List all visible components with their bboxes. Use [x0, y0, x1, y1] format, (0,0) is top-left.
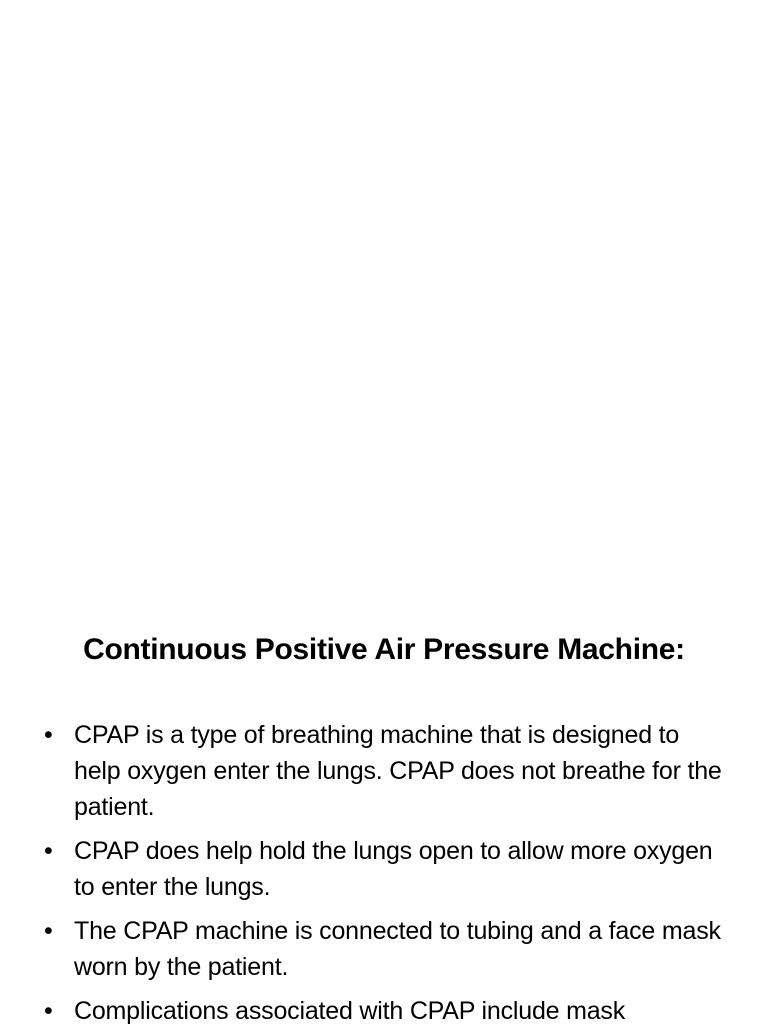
bullet-dot-icon: • — [44, 721, 53, 749]
bullet-text: CPAP is a type of breathing machine that is designed to help oxygen enter the lungs. CPAP does not breathe for the patient. — [74, 721, 722, 821]
list-item — [44, 833, 724, 905]
list-item — [44, 993, 724, 1024]
list-item — [44, 717, 724, 825]
bullet-list — [44, 717, 724, 1024]
bullet-text: CPAP does help hold the lungs open to allow more oxygen to enter the lungs. — [74, 837, 713, 901]
slide-title: Continuous Positive Air Pressure Machine: — [83, 633, 685, 666]
bullet-text: Complications associated with CPAP include mask — [74, 997, 626, 1024]
bullet-text: The CPAP machine is connected to tubing and a face mask worn by the patient. — [74, 917, 721, 981]
bullet-dot-icon: • — [44, 837, 53, 865]
bullet-dot-icon: • — [44, 997, 53, 1024]
bullet-dot-icon: • — [44, 917, 53, 945]
list-item — [44, 913, 724, 985]
